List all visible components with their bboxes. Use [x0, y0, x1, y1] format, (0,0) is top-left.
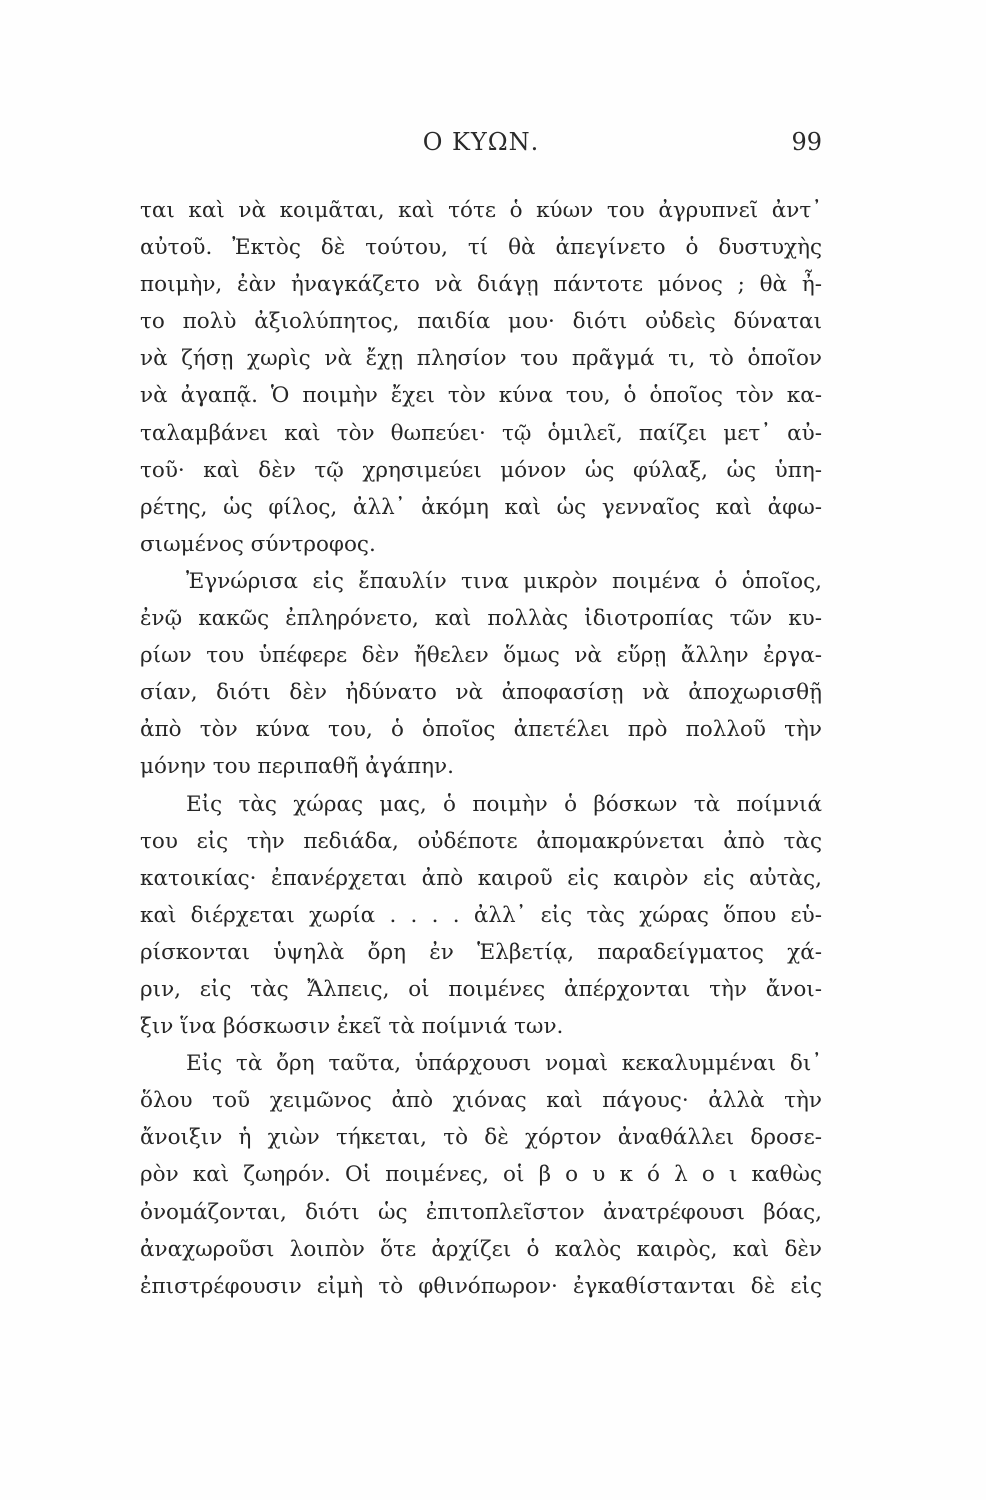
text-line: κατοικίας· ἐπανέρχεται ἀπὸ καιροῦ εἰς καιρὸν εἰς αὐτὰς,	[140, 865, 822, 891]
text-line: νὰ ἀγαπᾷ. Ὁ ποιμὴν ἔχει τὸν κύνα του, ὁ ὁποῖος τὸν κα-	[140, 383, 822, 409]
text-line: μόνην του περιπαθῆ ἀγάπην.	[140, 754, 454, 780]
running-title: Ο ΚΥΩΝ.	[422, 128, 540, 156]
running-head	[140, 128, 822, 168]
text-line: Εἰς τὰς χώρας μας, ὁ ποιμὴν ὁ βόσκων τὰ ποίμνιά	[186, 791, 822, 817]
text-line: το πολὺ ἀξιολύπητος, παιδία μου· διότι οὐδεὶς δύναται	[140, 309, 822, 335]
text-line: ἀπὸ τὸν κύνα του, ὁ ὁποῖος ἀπετέλει πρὸ πολλοῦ τὴν	[140, 717, 822, 743]
text-line: ται καὶ νὰ κοιμᾶται, καὶ τότε ὁ κύων του ἀγρυπνεῖ ἀντ᾿	[140, 198, 822, 223]
text-line: ξιν ἵνα βόσκωσιν ἐκεῖ τὰ ποίμνιά των.	[140, 1014, 564, 1040]
text-line: Ἐγνώρισα εἰς ἔπαυλίν τινα μικρὸν ποιμένα ὁ ὁποῖος,	[186, 568, 822, 594]
text-line: σίαν, διότι δὲν ἠδύνατο νὰ ἀποφασίσῃ νὰ ἀποχωρισθῇ	[140, 680, 822, 706]
text-line: σιωμένος σύντροφος.	[140, 531, 376, 557]
text-line: ριν, εἰς τὰς Ἄλπεις, οἱ ποιμένες ἀπέρχονται τὴν ἄνοι-	[140, 976, 822, 1002]
text-line: ἐνῷ κακῶς ἐπληρόνετο, καὶ πολλὰς ἰδιοτροπίας τῶν κυ-	[140, 606, 822, 632]
text-line: ἄνοιξιν ἡ χιὼν τήκεται, τὸ δὲ χόρτον ἀναθάλλει δροσε-	[140, 1125, 822, 1151]
text-line: Εἰς τὰ ὄρη ταῦτα, ὑπάρχουσι νομαὶ κεκαλυμμέναι δι᾿	[186, 1051, 822, 1077]
text-line: ταλαμβάνει καὶ τὸν θωπεύει· τῷ ὁμιλεῖ, παίζει μετ᾿ αὐ-	[140, 420, 822, 446]
page-number: 99	[791, 128, 822, 156]
text-line: ρίσκονται ὑψηλὰ ὄρη ἐν Ἑλβετίᾳ, παραδείγματος χά-	[140, 939, 822, 965]
text-line: νὰ ζήσῃ χωρὶς νὰ ἔχῃ πλησίον του πρᾶγμά τι, τὸ ὁποῖον	[140, 346, 822, 372]
text-line: του εἰς τὴν πεδιάδα, οὐδέποτε ἀπομακρύνεται ἀπὸ τὰς	[140, 828, 822, 854]
text-line: ρίων του ὑπέφερε δὲν ἤθελεν ὅμως νὰ εὕρῃ ἄλλην ἐργα-	[140, 643, 822, 669]
text-line: ποιμὴν, ἐὰν ἠναγκάζετο νὰ διάγῃ πάντοτε μόνος ; θὰ ἦ-	[140, 272, 822, 298]
text-line: ὀνομάζονται, διότι ὡς ἐπιτοπλεῖστον ἀνατρέφουσι βόας,	[140, 1199, 822, 1225]
text-line: ἀναχωροῦσι λοιπὸν ὅτε ἀρχίζει ὁ καλὸς καιρὸς, καὶ δὲν	[140, 1236, 822, 1262]
body-text	[140, 192, 822, 1305]
text-line: ὅλου τοῦ χειμῶνος ἀπὸ χιόνας καὶ πάγους· ἀλλὰ τὴν	[140, 1088, 822, 1114]
text-line: τοῦ· καὶ δὲν τῷ χρησιμεύει μόνον ὡς φύλαξ, ὡς ὑπη-	[140, 457, 822, 483]
text-line: ἐπιστρέφουσιν εἰμὴ τὸ φθινόπωρον· ἐγκαθίστανται δὲ εἰς	[140, 1273, 822, 1299]
text-line: καὶ διέρχεται χωρία . . . . ἀλλ᾿ εἰς τὰς χώρας ὅπου εὑ-	[140, 902, 822, 928]
text-line: αὐτοῦ. Ἐκτὸς δὲ τούτου, τί θὰ ἀπεγίνετο ὁ δυστυχὴς	[140, 235, 822, 261]
text-line: ρέτης, ὡς φίλος, ἀλλ᾿ ἀκόμη καὶ ὡς γενναῖος καὶ ἀφω-	[140, 494, 822, 520]
text-line: ρὸν καὶ ζωηρόν. Οἱ ποιμένες, οἱ β ο υ κ ό λ ο ι καθὼς	[140, 1162, 822, 1188]
